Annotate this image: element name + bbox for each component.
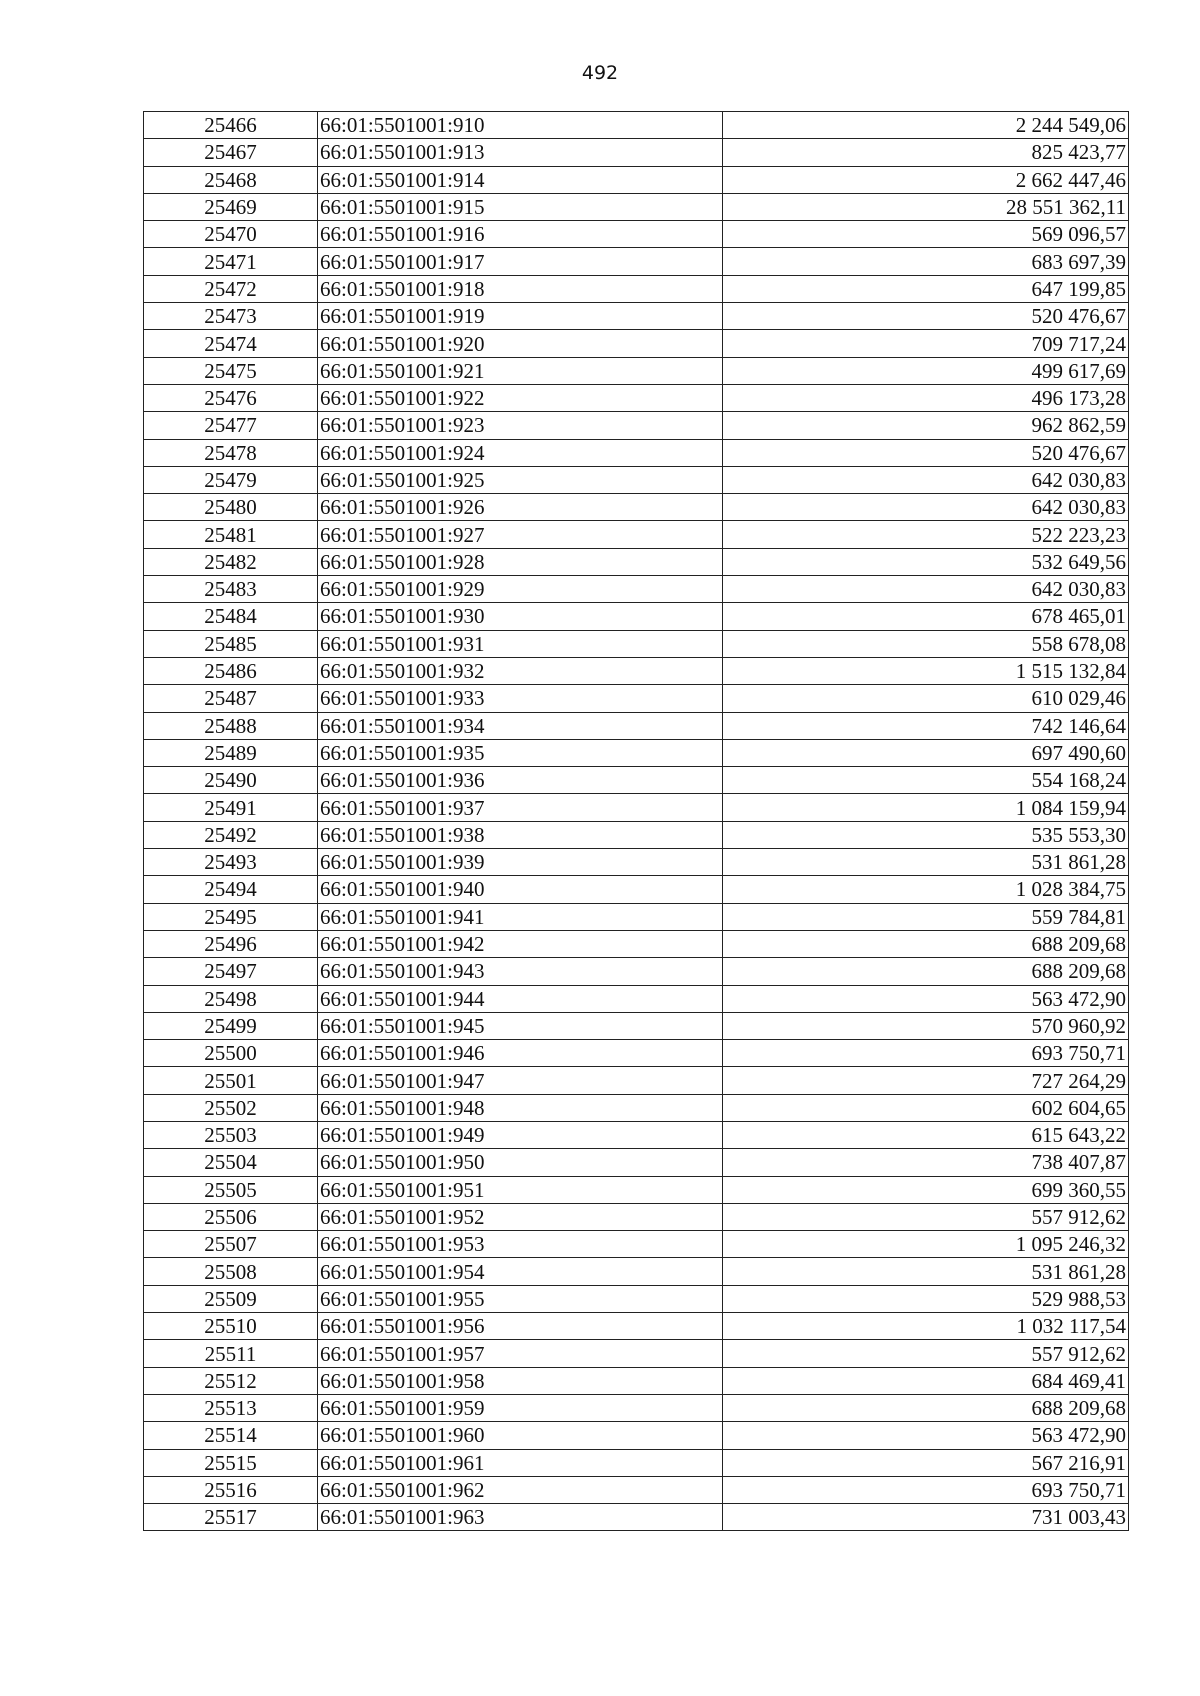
table-row xyxy=(144,903,1129,930)
cadastral-value-cell: 1 095 246,32 xyxy=(723,1231,1129,1258)
cadastral-value-cell: 532 649,56 xyxy=(723,548,1129,575)
table-row xyxy=(144,1094,1129,1121)
cadastral-number-cell: 66:01:5501001:935 xyxy=(318,739,723,766)
cadastral-value-cell: 742 146,64 xyxy=(723,712,1129,739)
row-number-cell: 25466 xyxy=(144,112,318,139)
row-number-cell: 25516 xyxy=(144,1476,318,1503)
cadastral-number-cell: 66:01:5501001:951 xyxy=(318,1176,723,1203)
row-number-cell: 25490 xyxy=(144,767,318,794)
cadastral-value-cell: 699 360,55 xyxy=(723,1176,1129,1203)
table-row xyxy=(144,1012,1129,1039)
row-number-cell: 25476 xyxy=(144,384,318,411)
cadastral-value-cell: 2 662 447,46 xyxy=(723,166,1129,193)
table-row xyxy=(144,275,1129,302)
row-number-cell: 25505 xyxy=(144,1176,318,1203)
cadastral-value-cell: 642 030,83 xyxy=(723,576,1129,603)
cadastral-value-cell: 554 168,24 xyxy=(723,767,1129,794)
row-number-cell: 25510 xyxy=(144,1313,318,1340)
row-number-cell: 25478 xyxy=(144,439,318,466)
table-row xyxy=(144,849,1129,876)
cadastral-number-cell: 66:01:5501001:959 xyxy=(318,1394,723,1421)
cadastral-number-cell: 66:01:5501001:955 xyxy=(318,1285,723,1312)
cadastral-value-cell: 688 209,68 xyxy=(723,930,1129,957)
cadastral-value-cell: 1 515 132,84 xyxy=(723,657,1129,684)
cadastral-number-cell: 66:01:5501001:918 xyxy=(318,275,723,302)
table-row xyxy=(144,1231,1129,1258)
cadastral-number-cell: 66:01:5501001:941 xyxy=(318,903,723,930)
table-row xyxy=(144,603,1129,630)
row-number-cell: 25499 xyxy=(144,1012,318,1039)
row-number-cell: 25482 xyxy=(144,548,318,575)
cadastral-number-cell: 66:01:5501001:931 xyxy=(318,630,723,657)
table-row xyxy=(144,1504,1129,1531)
cadastral-number-cell: 66:01:5501001:924 xyxy=(318,439,723,466)
cadastral-number-cell: 66:01:5501001:946 xyxy=(318,1040,723,1067)
table-row xyxy=(144,412,1129,439)
table-row xyxy=(144,1176,1129,1203)
cadastral-number-cell: 66:01:5501001:939 xyxy=(318,849,723,876)
cadastral-number-cell: 66:01:5501001:956 xyxy=(318,1313,723,1340)
cadastral-number-cell: 66:01:5501001:940 xyxy=(318,876,723,903)
cadastral-number-cell: 66:01:5501001:962 xyxy=(318,1476,723,1503)
cadastral-value-cell: 962 862,59 xyxy=(723,412,1129,439)
cadastral-value-cell: 602 604,65 xyxy=(723,1094,1129,1121)
table-row xyxy=(144,439,1129,466)
cadastral-number-cell: 66:01:5501001:928 xyxy=(318,548,723,575)
cadastral-value-cell: 642 030,83 xyxy=(723,494,1129,521)
table-row xyxy=(144,712,1129,739)
cadastral-number-cell: 66:01:5501001:917 xyxy=(318,248,723,275)
table-row xyxy=(144,876,1129,903)
table-row xyxy=(144,357,1129,384)
table-row xyxy=(144,112,1129,139)
table-row xyxy=(144,1340,1129,1367)
cadastral-number-cell: 66:01:5501001:926 xyxy=(318,494,723,521)
cadastral-table xyxy=(143,111,1129,1531)
table-row xyxy=(144,794,1129,821)
cadastral-number-cell: 66:01:5501001:936 xyxy=(318,767,723,794)
row-number-cell: 25475 xyxy=(144,357,318,384)
table-row xyxy=(144,494,1129,521)
row-number-cell: 25507 xyxy=(144,1231,318,1258)
table-row xyxy=(144,930,1129,957)
row-number-cell: 25494 xyxy=(144,876,318,903)
cadastral-number-cell: 66:01:5501001:934 xyxy=(318,712,723,739)
table-row xyxy=(144,139,1129,166)
table-row xyxy=(144,1422,1129,1449)
row-number-cell: 25470 xyxy=(144,221,318,248)
cadastral-number-cell: 66:01:5501001:950 xyxy=(318,1149,723,1176)
cadastral-number-cell: 66:01:5501001:944 xyxy=(318,985,723,1012)
row-number-cell: 25474 xyxy=(144,330,318,357)
row-number-cell: 25509 xyxy=(144,1285,318,1312)
cadastral-value-cell: 558 678,08 xyxy=(723,630,1129,657)
table-row xyxy=(144,630,1129,657)
page-number: 492 xyxy=(581,62,619,84)
cadastral-number-cell: 66:01:5501001:954 xyxy=(318,1258,723,1285)
table-row xyxy=(144,1394,1129,1421)
cadastral-value-cell: 683 697,39 xyxy=(723,248,1129,275)
cadastral-value-cell: 697 490,60 xyxy=(723,739,1129,766)
row-number-cell: 25487 xyxy=(144,685,318,712)
table-row xyxy=(144,821,1129,848)
cadastral-value-cell: 567 216,91 xyxy=(723,1449,1129,1476)
cadastral-number-cell: 66:01:5501001:925 xyxy=(318,466,723,493)
cadastral-value-cell: 529 988,53 xyxy=(723,1285,1129,1312)
row-number-cell: 25469 xyxy=(144,193,318,220)
row-number-cell: 25508 xyxy=(144,1258,318,1285)
cadastral-number-cell: 66:01:5501001:963 xyxy=(318,1504,723,1531)
table-row xyxy=(144,767,1129,794)
table-row xyxy=(144,1067,1129,1094)
cadastral-number-cell: 66:01:5501001:919 xyxy=(318,303,723,330)
cadastral-number-cell: 66:01:5501001:927 xyxy=(318,521,723,548)
cadastral-value-cell: 610 029,46 xyxy=(723,685,1129,712)
row-number-cell: 25498 xyxy=(144,985,318,1012)
cadastral-value-cell: 28 551 362,11 xyxy=(723,193,1129,220)
row-number-cell: 25486 xyxy=(144,657,318,684)
row-number-cell: 25512 xyxy=(144,1367,318,1394)
cadastral-value-cell: 569 096,57 xyxy=(723,221,1129,248)
table-row xyxy=(144,1476,1129,1503)
table-row xyxy=(144,521,1129,548)
row-number-cell: 25472 xyxy=(144,275,318,302)
cadastral-number-cell: 66:01:5501001:916 xyxy=(318,221,723,248)
cadastral-value-cell: 727 264,29 xyxy=(723,1067,1129,1094)
cadastral-value-cell: 522 223,23 xyxy=(723,521,1129,548)
row-number-cell: 25489 xyxy=(144,739,318,766)
cadastral-number-cell: 66:01:5501001:932 xyxy=(318,657,723,684)
row-number-cell: 25480 xyxy=(144,494,318,521)
table-row xyxy=(144,166,1129,193)
cadastral-number-cell: 66:01:5501001:920 xyxy=(318,330,723,357)
row-number-cell: 25500 xyxy=(144,1040,318,1067)
cadastral-value-cell: 570 960,92 xyxy=(723,1012,1129,1039)
row-number-cell: 25502 xyxy=(144,1094,318,1121)
row-number-cell: 25481 xyxy=(144,521,318,548)
cadastral-number-cell: 66:01:5501001:923 xyxy=(318,412,723,439)
cadastral-number-cell: 66:01:5501001:942 xyxy=(318,930,723,957)
cadastral-value-cell: 520 476,67 xyxy=(723,303,1129,330)
row-number-cell: 25497 xyxy=(144,958,318,985)
cadastral-value-cell: 559 784,81 xyxy=(723,903,1129,930)
cadastral-value-cell: 825 423,77 xyxy=(723,139,1129,166)
row-number-cell: 25471 xyxy=(144,248,318,275)
row-number-cell: 25503 xyxy=(144,1121,318,1148)
row-number-cell: 25491 xyxy=(144,794,318,821)
cadastral-number-cell: 66:01:5501001:947 xyxy=(318,1067,723,1094)
table-row xyxy=(144,193,1129,220)
row-number-cell: 25515 xyxy=(144,1449,318,1476)
table-row xyxy=(144,1367,1129,1394)
cadastral-number-cell: 66:01:5501001:945 xyxy=(318,1012,723,1039)
cadastral-number-cell: 66:01:5501001:910 xyxy=(318,112,723,139)
row-number-cell: 25511 xyxy=(144,1340,318,1367)
cadastral-number-cell: 66:01:5501001:922 xyxy=(318,384,723,411)
row-number-cell: 25467 xyxy=(144,139,318,166)
table-row xyxy=(144,1449,1129,1476)
row-number-cell: 25483 xyxy=(144,576,318,603)
table-body xyxy=(144,112,1129,1531)
table-row xyxy=(144,657,1129,684)
table-row xyxy=(144,958,1129,985)
table-row xyxy=(144,1149,1129,1176)
cadastral-value-cell: 1 028 384,75 xyxy=(723,876,1129,903)
row-number-cell: 25506 xyxy=(144,1203,318,1230)
cadastral-value-cell: 499 617,69 xyxy=(723,357,1129,384)
cadastral-number-cell: 66:01:5501001:948 xyxy=(318,1094,723,1121)
cadastral-number-cell: 66:01:5501001:952 xyxy=(318,1203,723,1230)
cadastral-number-cell: 66:01:5501001:933 xyxy=(318,685,723,712)
cadastral-value-cell: 688 209,68 xyxy=(723,1394,1129,1421)
cadastral-value-cell: 678 465,01 xyxy=(723,603,1129,630)
cadastral-value-cell: 563 472,90 xyxy=(723,985,1129,1012)
cadastral-value-cell: 615 643,22 xyxy=(723,1121,1129,1148)
table-row xyxy=(144,739,1129,766)
cadastral-number-cell: 66:01:5501001:913 xyxy=(318,139,723,166)
row-number-cell: 25517 xyxy=(144,1504,318,1531)
cadastral-number-cell: 66:01:5501001:960 xyxy=(318,1422,723,1449)
cadastral-value-cell: 709 717,24 xyxy=(723,330,1129,357)
table-row xyxy=(144,576,1129,603)
table-row xyxy=(144,985,1129,1012)
row-number-cell: 25514 xyxy=(144,1422,318,1449)
cadastral-value-cell: 688 209,68 xyxy=(723,958,1129,985)
cadastral-value-cell: 642 030,83 xyxy=(723,466,1129,493)
cadastral-number-cell: 66:01:5501001:921 xyxy=(318,357,723,384)
table-row xyxy=(144,685,1129,712)
cadastral-value-cell: 1 084 159,94 xyxy=(723,794,1129,821)
row-number-cell: 25485 xyxy=(144,630,318,657)
cadastral-value-cell: 693 750,71 xyxy=(723,1476,1129,1503)
cadastral-value-cell: 647 199,85 xyxy=(723,275,1129,302)
row-number-cell: 25501 xyxy=(144,1067,318,1094)
cadastral-number-cell: 66:01:5501001:929 xyxy=(318,576,723,603)
cadastral-value-cell: 557 912,62 xyxy=(723,1340,1129,1367)
cadastral-value-cell: 684 469,41 xyxy=(723,1367,1129,1394)
cadastral-value-cell: 496 173,28 xyxy=(723,384,1129,411)
cadastral-number-cell: 66:01:5501001:937 xyxy=(318,794,723,821)
table-row xyxy=(144,466,1129,493)
table-row xyxy=(144,303,1129,330)
cadastral-number-cell: 66:01:5501001:958 xyxy=(318,1367,723,1394)
row-number-cell: 25468 xyxy=(144,166,318,193)
cadastral-number-cell: 66:01:5501001:943 xyxy=(318,958,723,985)
row-number-cell: 25495 xyxy=(144,903,318,930)
table-row xyxy=(144,384,1129,411)
cadastral-value-cell: 693 750,71 xyxy=(723,1040,1129,1067)
table-row xyxy=(144,1121,1129,1148)
row-number-cell: 25479 xyxy=(144,466,318,493)
row-number-cell: 25477 xyxy=(144,412,318,439)
table-row xyxy=(144,248,1129,275)
cadastral-number-cell: 66:01:5501001:914 xyxy=(318,166,723,193)
row-number-cell: 25513 xyxy=(144,1394,318,1421)
cadastral-value-cell: 2 244 549,06 xyxy=(723,112,1129,139)
cadastral-number-cell: 66:01:5501001:957 xyxy=(318,1340,723,1367)
table-row xyxy=(144,330,1129,357)
cadastral-value-cell: 535 553,30 xyxy=(723,821,1129,848)
cadastral-number-cell: 66:01:5501001:915 xyxy=(318,193,723,220)
cadastral-value-cell: 531 861,28 xyxy=(723,849,1129,876)
row-number-cell: 25504 xyxy=(144,1149,318,1176)
cadastral-number-cell: 66:01:5501001:953 xyxy=(318,1231,723,1258)
table-row xyxy=(144,1040,1129,1067)
cadastral-value-cell: 738 407,87 xyxy=(723,1149,1129,1176)
row-number-cell: 25488 xyxy=(144,712,318,739)
cadastral-value-cell: 1 032 117,54 xyxy=(723,1313,1129,1340)
cadastral-number-cell: 66:01:5501001:930 xyxy=(318,603,723,630)
cadastral-value-cell: 520 476,67 xyxy=(723,439,1129,466)
row-number-cell: 25473 xyxy=(144,303,318,330)
row-number-cell: 25484 xyxy=(144,603,318,630)
table-row xyxy=(144,1203,1129,1230)
row-number-cell: 25492 xyxy=(144,821,318,848)
cadastral-number-cell: 66:01:5501001:938 xyxy=(318,821,723,848)
cadastral-value-cell: 557 912,62 xyxy=(723,1203,1129,1230)
table-row xyxy=(144,1313,1129,1340)
table-row xyxy=(144,548,1129,575)
cadastral-value-cell: 731 003,43 xyxy=(723,1504,1129,1531)
cadastral-value-cell: 531 861,28 xyxy=(723,1258,1129,1285)
row-number-cell: 25496 xyxy=(144,930,318,957)
table-row xyxy=(144,1285,1129,1312)
row-number-cell: 25493 xyxy=(144,849,318,876)
cadastral-number-cell: 66:01:5501001:949 xyxy=(318,1121,723,1148)
table-row xyxy=(144,221,1129,248)
cadastral-number-cell: 66:01:5501001:961 xyxy=(318,1449,723,1476)
cadastral-value-cell: 563 472,90 xyxy=(723,1422,1129,1449)
table-row xyxy=(144,1258,1129,1285)
